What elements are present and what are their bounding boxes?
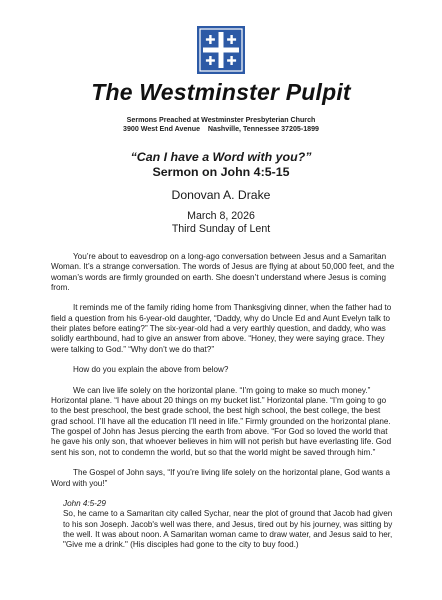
scripture-reference: John 4:5-29 (63, 499, 106, 509)
sermon-author: Donovan A. Drake (171, 188, 271, 202)
body-paragraph: We can live life solely on the horizontal plane. “I’m going to make so much money.” Horizontal plane. “I have about 20 things on my bucket list.” Horizontal plane. “I’m going to go to the best preschool, the best grade school, the best high school, the best college, the best grad school. I’ll have all the education I’ll need in life.” Firmly grounded on the horizontal plane. The gospel of John has Jesus piercing the earth from above. “For God so loved the world that he gave his only son, that whoever believes in him will not perish but have everlasting life. God sent his son, not to condemn the world, but so that the world might be saved through him.” (51, 385, 392, 457)
publication-title: The Westminster Pulpit (91, 79, 351, 105)
church-name-line: Sermons Preached at Westminster Presbyterian Church (126, 116, 316, 124)
body-paragraph: How do you explain the above from below? (73, 365, 229, 375)
body-paragraph: You’re about to eavesdrop on a long-ago conversation between Jesus and a Samaritan Woman. It’s a strange conversation. The words of Jesus are flying at about 50,000 feet, and the woman’s words are firmly grounded on earth. She doesn’t understand where Jesus is coming from. (51, 252, 395, 292)
sermon-body (51, 252, 395, 551)
body-paragraph: The Gospel of John says, “If you’re living life solely on the horizontal plane, God wants a Word with you!” (51, 468, 391, 488)
church-address-line: 3900 West End Avenue Nashville, Tennessee 37205-1899 (123, 125, 319, 133)
liturgical-occasion: Third Sunday of Lent (171, 223, 271, 235)
scripture-text: So, he came to a Samaritan city called Sychar, near the plot of ground that Jacob had given to his son Joseph. Jacob's well was there, and Jesus, tired out by his journey, was sitting by the well. It was about noon. A Samaritan woman came to draw water, and Jesus said to her, "Give me a drink." (His disciples had gone to the city to buy food.) (63, 509, 393, 550)
sermon-scripture: Sermon on John 4:5-15 (152, 165, 290, 179)
presbyterian-cross-icon (197, 26, 245, 74)
body-paragraph: It reminds me of the family riding home from Thanksgiving dinner, when the father had to field a question from his 6-year-old daughter, “Daddy, why do Uncle Ed and Aunt Evelyn talk to their plates before eating?” The six-year-old had a very earthly question, and daddy, who was solidly earthbound, had to give an answer from above. “Honey, they were saying grace. They were talking to God.” “Why don’t we do that?” (51, 303, 392, 354)
sermon-title: “Can I have a Word with you?” (130, 150, 312, 164)
sermon-date: March 8, 2026 (187, 210, 255, 222)
